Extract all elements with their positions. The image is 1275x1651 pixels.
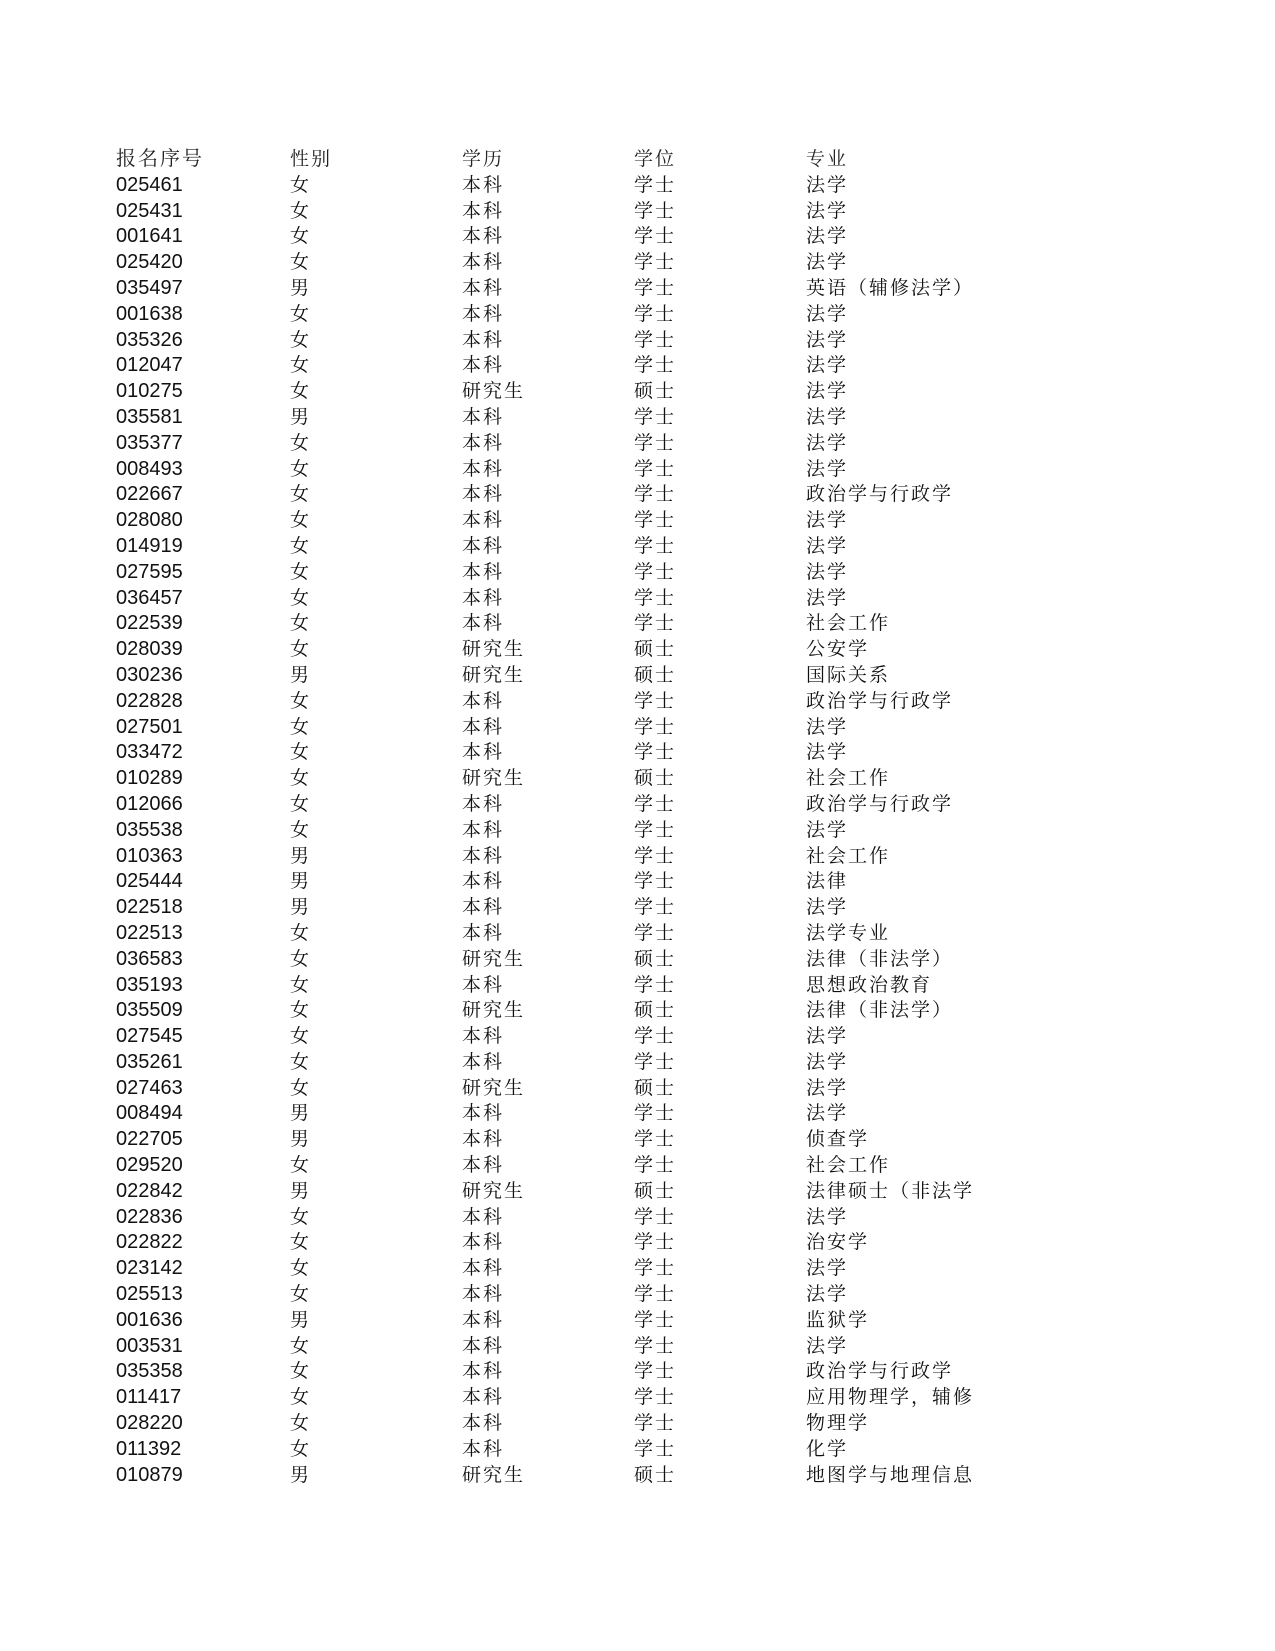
cell-major: 法律: [806, 870, 849, 893]
cell-id: 014919: [116, 534, 183, 557]
cell-education: 本科: [462, 1283, 505, 1306]
cell-id: 025461: [116, 173, 183, 196]
cell-sex: 女: [290, 1154, 312, 1177]
header-major: 专业: [806, 148, 849, 170]
cell-degree: 硕士: [634, 947, 677, 970]
cell-education: 本科: [462, 509, 505, 532]
cell-id: 036583: [116, 947, 183, 970]
cell-major: 国际关系: [806, 663, 891, 686]
cell-major: 法学专业: [806, 921, 891, 944]
cell-education: 本科: [462, 1205, 505, 1228]
cell-sex: 男: [290, 870, 312, 893]
cell-major: 法学: [806, 328, 849, 351]
cell-id: 025444: [116, 870, 183, 893]
cell-sex: 女: [290, 1437, 312, 1460]
cell-major: 法学: [806, 1050, 849, 1073]
cell-education: 本科: [462, 457, 505, 480]
cell-education: 本科: [462, 1257, 505, 1280]
cell-major: 法学: [806, 1076, 849, 1099]
cell-education: 研究生: [462, 767, 526, 790]
cell-major: 社会工作: [806, 767, 891, 790]
cell-major: 法学: [806, 225, 849, 248]
cell-degree: 硕士: [634, 1179, 677, 1202]
cell-id: 012047: [116, 354, 183, 377]
cell-major: 法学: [806, 1102, 849, 1125]
cell-degree: 学士: [634, 1154, 677, 1177]
cell-major: 政治学与行政学: [806, 689, 954, 712]
cell-id: 035261: [116, 1050, 183, 1073]
cell-major: 物理学: [806, 1412, 870, 1435]
cell-sex: 女: [290, 251, 312, 274]
cell-education: 研究生: [462, 1463, 526, 1486]
cell-education: 本科: [462, 715, 505, 738]
cell-major: 法学: [806, 457, 849, 480]
cell-id: 028039: [116, 638, 183, 661]
cell-id: 022667: [116, 483, 183, 506]
cell-education: 本科: [462, 870, 505, 893]
cell-id: 027595: [116, 560, 183, 583]
cell-sex: 男: [290, 1463, 312, 1486]
cell-major: 社会工作: [806, 844, 891, 867]
cell-major: 法学: [806, 1334, 849, 1357]
cell-major: 法律（非法学）: [806, 999, 954, 1022]
cell-id: 022828: [116, 689, 183, 712]
cell-major: 法学: [806, 199, 849, 222]
cell-education: 本科: [462, 612, 505, 635]
cell-education: 本科: [462, 1154, 505, 1177]
cell-degree: 学士: [634, 741, 677, 764]
cell-sex: 女: [290, 1283, 312, 1306]
cell-major: 法学: [806, 586, 849, 609]
cell-degree: 硕士: [634, 767, 677, 790]
cell-education: 本科: [462, 921, 505, 944]
cell-education: 本科: [462, 792, 505, 815]
cell-education: 研究生: [462, 638, 526, 661]
cell-id: 035538: [116, 818, 183, 841]
cell-id: 022518: [116, 896, 183, 919]
cell-major: 法学: [806, 354, 849, 377]
cell-major: 法律（非法学）: [806, 947, 954, 970]
cell-education: 本科: [462, 199, 505, 222]
cell-sex: 女: [290, 509, 312, 532]
cell-education: 本科: [462, 534, 505, 557]
cell-id: 027545: [116, 1025, 183, 1048]
cell-sex: 女: [290, 534, 312, 557]
cell-id: 012066: [116, 792, 183, 815]
cell-sex: 女: [290, 1025, 312, 1048]
cell-major: 法学: [806, 560, 849, 583]
cell-education: 本科: [462, 896, 505, 919]
cell-degree: 学士: [634, 173, 677, 196]
cell-education: 本科: [462, 1128, 505, 1151]
cell-sex: 女: [290, 947, 312, 970]
cell-degree: 学士: [634, 225, 677, 248]
cell-degree: 学士: [634, 586, 677, 609]
cell-degree: 学士: [634, 715, 677, 738]
cell-sex: 女: [290, 741, 312, 764]
cell-degree: 学士: [634, 1025, 677, 1048]
cell-degree: 学士: [634, 405, 677, 428]
cell-major: 政治学与行政学: [806, 792, 954, 815]
cell-education: 研究生: [462, 1076, 526, 1099]
cell-degree: 学士: [634, 509, 677, 532]
cell-major: 法学: [806, 1283, 849, 1306]
cell-id: 025431: [116, 199, 183, 222]
cell-degree: 学士: [634, 1360, 677, 1383]
cell-sex: 男: [290, 844, 312, 867]
cell-major: 法学: [806, 818, 849, 841]
cell-education: 本科: [462, 354, 505, 377]
cell-degree: 学士: [634, 870, 677, 893]
cell-major: 政治学与行政学: [806, 483, 954, 506]
cell-sex: 女: [290, 199, 312, 222]
cell-education: 本科: [462, 818, 505, 841]
cell-id: 010879: [116, 1463, 183, 1486]
cell-degree: 学士: [634, 1334, 677, 1357]
cell-major: 法学: [806, 431, 849, 454]
cell-sex: 女: [290, 1050, 312, 1073]
cell-degree: 学士: [634, 1050, 677, 1073]
cell-sex: 女: [290, 380, 312, 403]
cell-sex: 男: [290, 1179, 312, 1202]
cell-sex: 女: [290, 302, 312, 325]
cell-degree: 学士: [634, 612, 677, 635]
cell-degree: 学士: [634, 921, 677, 944]
cell-education: 本科: [462, 1025, 505, 1048]
cell-id: 010289: [116, 767, 183, 790]
cell-education: 本科: [462, 741, 505, 764]
cell-sex: 男: [290, 663, 312, 686]
cell-degree: 学士: [634, 1205, 677, 1228]
cell-degree: 学士: [634, 689, 677, 712]
cell-id: 035509: [116, 999, 183, 1022]
cell-id: 008494: [116, 1102, 183, 1125]
cell-major: 法学: [806, 741, 849, 764]
cell-id: 027463: [116, 1076, 183, 1099]
cell-sex: 女: [290, 1412, 312, 1435]
cell-major: 法学: [806, 1205, 849, 1228]
cell-education: 本科: [462, 173, 505, 196]
cell-degree: 学士: [634, 483, 677, 506]
cell-id: 022842: [116, 1179, 183, 1202]
cell-degree: 学士: [634, 457, 677, 480]
cell-id: 036457: [116, 586, 183, 609]
header-education: 学历: [462, 148, 505, 170]
cell-id: 033472: [116, 741, 183, 764]
cell-education: 本科: [462, 689, 505, 712]
cell-degree: 学士: [634, 199, 677, 222]
cell-major: 法学: [806, 173, 849, 196]
cell-sex: 女: [290, 173, 312, 196]
cell-education: 本科: [462, 586, 505, 609]
cell-sex: 女: [290, 638, 312, 661]
cell-sex: 女: [290, 560, 312, 583]
cell-education: 研究生: [462, 380, 526, 403]
cell-education: 本科: [462, 1386, 505, 1409]
cell-id: 028220: [116, 1412, 183, 1435]
cell-degree: 学士: [634, 276, 677, 299]
cell-id: 011392: [116, 1437, 182, 1460]
cell-degree: 学士: [634, 328, 677, 351]
cell-id: 022822: [116, 1231, 183, 1254]
header-id: 报名序号: [116, 148, 204, 170]
cell-id: 035497: [116, 276, 183, 299]
cell-major: 法学: [806, 715, 849, 738]
cell-major: 法学: [806, 534, 849, 557]
cell-id: 010363: [116, 844, 183, 867]
cell-degree: 学士: [634, 818, 677, 841]
cell-major: 法学: [806, 251, 849, 274]
cell-education: 本科: [462, 1437, 505, 1460]
cell-id: 008493: [116, 457, 183, 480]
cell-education: 本科: [462, 1102, 505, 1125]
cell-sex: 女: [290, 1257, 312, 1280]
cell-degree: 硕士: [634, 999, 677, 1022]
cell-sex: 女: [290, 1231, 312, 1254]
cell-id: 003531: [116, 1334, 183, 1357]
cell-id: 011417: [116, 1386, 182, 1409]
cell-education: 研究生: [462, 947, 526, 970]
cell-id: 035193: [116, 973, 183, 996]
cell-id: 035326: [116, 328, 183, 351]
cell-major: 法学: [806, 405, 849, 428]
cell-degree: 学士: [634, 1257, 677, 1280]
cell-degree: 学士: [634, 431, 677, 454]
cell-id: 001638: [116, 302, 183, 325]
cell-sex: 女: [290, 1386, 312, 1409]
cell-id: 001636: [116, 1308, 183, 1331]
cell-major: 社会工作: [806, 1154, 891, 1177]
cell-major: 政治学与行政学: [806, 1360, 954, 1383]
cell-degree: 学士: [634, 302, 677, 325]
cell-sex: 女: [290, 1205, 312, 1228]
cell-major: 地图学与地理信息: [806, 1463, 975, 1486]
cell-degree: 学士: [634, 844, 677, 867]
cell-education: 本科: [462, 1360, 505, 1383]
cell-degree: 学士: [634, 1386, 677, 1409]
cell-id: 030236: [116, 663, 183, 686]
cell-education: 本科: [462, 328, 505, 351]
cell-sex: 女: [290, 483, 312, 506]
cell-degree: 学士: [634, 792, 677, 815]
cell-education: 本科: [462, 973, 505, 996]
cell-degree: 硕士: [634, 380, 677, 403]
cell-degree: 学士: [634, 1308, 677, 1331]
cell-degree: 学士: [634, 1128, 677, 1151]
cell-education: 研究生: [462, 999, 526, 1022]
cell-major: 法学: [806, 302, 849, 325]
cell-major: 英语（辅修法学）: [806, 276, 975, 299]
cell-education: 本科: [462, 1334, 505, 1357]
cell-degree: 硕士: [634, 638, 677, 661]
cell-major: 应用物理学，辅修: [806, 1386, 975, 1409]
cell-education: 本科: [462, 560, 505, 583]
cell-major: 化学: [806, 1437, 849, 1460]
cell-education: 本科: [462, 405, 505, 428]
cell-degree: 学士: [634, 1231, 677, 1254]
cell-major: 法学: [806, 1025, 849, 1048]
cell-sex: 女: [290, 715, 312, 738]
cell-degree: 学士: [634, 1102, 677, 1125]
cell-sex: 女: [290, 921, 312, 944]
cell-education: 本科: [462, 251, 505, 274]
cell-education: 本科: [462, 483, 505, 506]
cell-education: 本科: [462, 276, 505, 299]
cell-education: 本科: [462, 1412, 505, 1435]
cell-id: 023142: [116, 1257, 183, 1280]
cell-sex: 女: [290, 999, 312, 1022]
cell-sex: 女: [290, 1076, 312, 1099]
cell-id: 027501: [116, 715, 183, 738]
cell-education: 本科: [462, 302, 505, 325]
cell-major: 思想政治教育: [806, 973, 933, 996]
cell-education: 研究生: [462, 1179, 526, 1202]
cell-major: 监狱学: [806, 1308, 870, 1331]
cell-major: 公安学: [806, 638, 870, 661]
cell-sex: 女: [290, 792, 312, 815]
cell-degree: 学士: [634, 896, 677, 919]
cell-sex: 女: [290, 1334, 312, 1357]
cell-sex: 男: [290, 405, 312, 428]
cell-education: 本科: [462, 1308, 505, 1331]
cell-id: 035581: [116, 405, 183, 428]
cell-major: 社会工作: [806, 612, 891, 635]
cell-sex: 男: [290, 1128, 312, 1151]
cell-id: 035358: [116, 1360, 183, 1383]
header-degree: 学位: [634, 148, 677, 170]
cell-id: 035377: [116, 431, 183, 454]
cell-sex: 女: [290, 818, 312, 841]
cell-sex: 女: [290, 767, 312, 790]
cell-major: 法律硕士（非法学: [806, 1179, 975, 1202]
cell-degree: 硕士: [634, 1463, 677, 1486]
cell-sex: 女: [290, 612, 312, 635]
cell-sex: 男: [290, 1102, 312, 1125]
cell-degree: 学士: [634, 560, 677, 583]
cell-major: 法学: [806, 509, 849, 532]
cell-id: 028080: [116, 509, 183, 532]
cell-sex: 女: [290, 354, 312, 377]
cell-sex: 女: [290, 225, 312, 248]
cell-degree: 学士: [634, 973, 677, 996]
cell-major: 法学: [806, 380, 849, 403]
cell-major: 法学: [806, 896, 849, 919]
cell-id: 022539: [116, 612, 183, 635]
cell-sex: 女: [290, 689, 312, 712]
cell-id: 025513: [116, 1283, 183, 1306]
cell-sex: 女: [290, 1360, 312, 1383]
cell-degree: 学士: [634, 1412, 677, 1435]
cell-education: 研究生: [462, 663, 526, 686]
cell-major: 法学: [806, 1257, 849, 1280]
cell-degree: 学士: [634, 534, 677, 557]
cell-degree: 学士: [634, 354, 677, 377]
cell-degree: 学士: [634, 251, 677, 274]
cell-degree: 学士: [634, 1283, 677, 1306]
cell-sex: 女: [290, 431, 312, 454]
cell-id: 025420: [116, 251, 183, 274]
cell-degree: 硕士: [634, 1076, 677, 1099]
cell-sex: 女: [290, 457, 312, 480]
cell-sex: 女: [290, 973, 312, 996]
cell-education: 本科: [462, 431, 505, 454]
cell-education: 本科: [462, 844, 505, 867]
cell-degree: 硕士: [634, 663, 677, 686]
cell-id: 001641: [116, 225, 183, 248]
cell-sex: 女: [290, 586, 312, 609]
cell-education: 本科: [462, 225, 505, 248]
cell-id: 022705: [116, 1128, 183, 1151]
cell-major: 侦查学: [806, 1128, 870, 1151]
cell-id: 022836: [116, 1205, 183, 1228]
cell-education: 本科: [462, 1050, 505, 1073]
cell-id: 010275: [116, 380, 183, 403]
cell-sex: 男: [290, 1308, 312, 1331]
cell-id: 029520: [116, 1154, 183, 1177]
cell-sex: 男: [290, 276, 312, 299]
cell-education: 本科: [462, 1231, 505, 1254]
header-sex: 性别: [290, 148, 333, 170]
cell-degree: 学士: [634, 1437, 677, 1460]
cell-id: 022513: [116, 921, 183, 944]
cell-sex: 女: [290, 328, 312, 351]
cell-sex: 男: [290, 896, 312, 919]
cell-major: 治安学: [806, 1231, 870, 1254]
